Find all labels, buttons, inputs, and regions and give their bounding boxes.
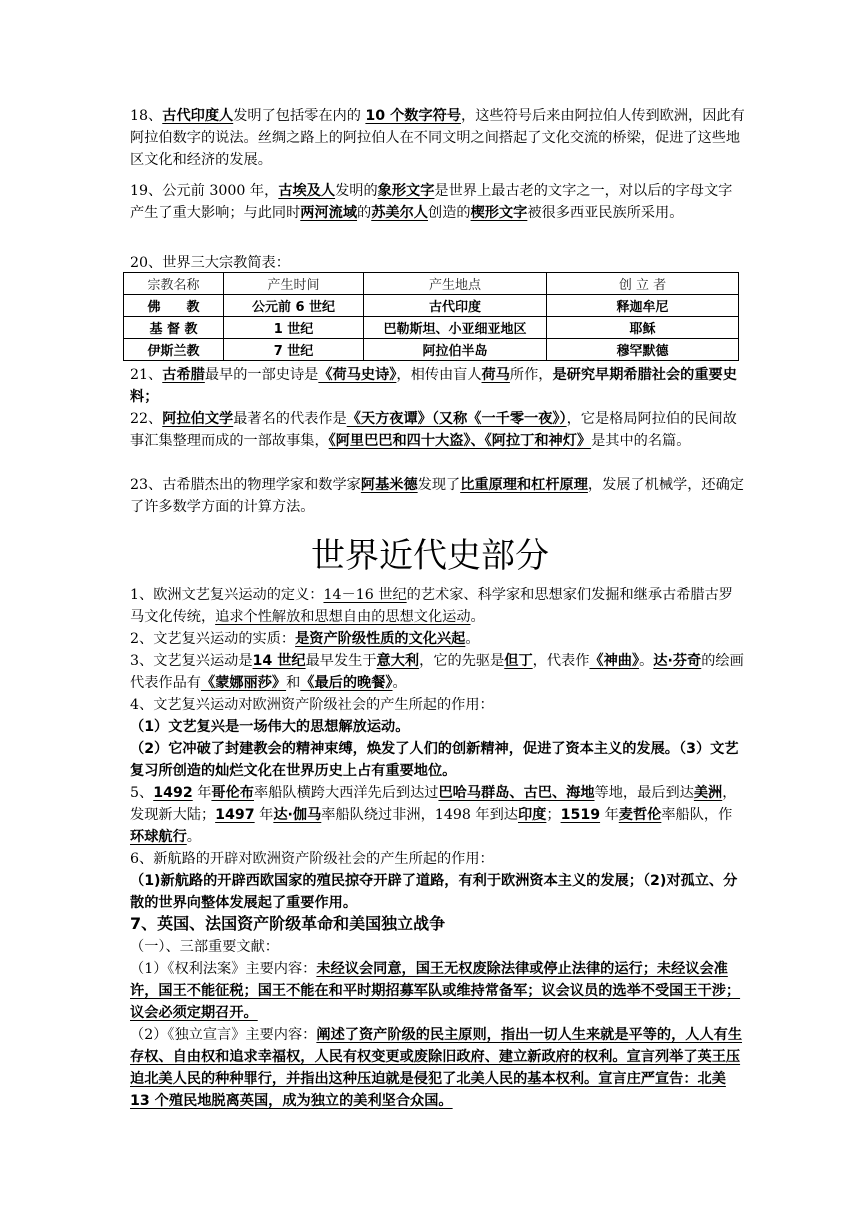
table-cell: 基 督 教 — [124, 317, 224, 339]
key-point: 阐述了资产阶级的民主原则，指出一切人生来就是平等的，人人有生存权、自由权和追求幸福权，人民有权变更或废除旧政府、建立新政府的权利。宣言列举了英王压迫北美人民的种种罪行，并指出这种压迫就是侵犯了北美人民的基本权利。宣言庄严宣告：北美 13 个殖民地脱离英国，成为独立的美利坚合众国。 — [130, 1027, 743, 1109]
table-cell: 阿拉伯半岛 — [364, 339, 547, 361]
text: 。 — [470, 609, 485, 625]
text: 4、文艺复兴运动对欧洲资产阶级社会的产生所起的作用： — [130, 697, 494, 713]
key-term: 追求个性解放和思想自由的思想文化运动 — [215, 609, 471, 625]
text: （2）《独立宣言》主要内容： — [130, 1027, 317, 1043]
paragraph-21 — [130, 364, 745, 408]
paragraph-23 — [130, 474, 745, 518]
text: 3、文艺复兴运动是 — [130, 653, 253, 669]
key-term: 《蒙娜丽莎》 — [200, 675, 287, 691]
table-cell: 巴勒斯坦、小亚细亚地区 — [364, 317, 547, 339]
text: 率船队横跨大西洋先后到达过 — [254, 785, 439, 801]
text: 被很多西亚民族所采用。 — [527, 205, 684, 221]
key-term: 《天方夜谭》（又称《一千零一夜》） — [346, 411, 567, 427]
table-header-row — [124, 273, 739, 295]
section-heading: 7、英国、法国资产阶级革命和美国独立战争 — [130, 914, 446, 933]
table-cell: 伊斯兰教 — [124, 339, 224, 361]
text: 等地，最后到达 — [594, 785, 694, 801]
paragraph-22 — [130, 408, 745, 452]
text: 年 — [254, 807, 274, 823]
modern-item-5 — [130, 782, 745, 848]
text: 20、世界三大宗教简表： — [130, 255, 290, 271]
text: ，它的先驱是 — [419, 653, 505, 669]
text: 23、古希腊杰出的物理学家和数学家 — [130, 477, 361, 493]
key-term: 古代印度人 — [162, 108, 234, 124]
modern-item-2 — [130, 628, 745, 650]
text: 发现了 — [417, 477, 461, 493]
text: 1、欧洲文艺复兴运动的定义： — [130, 587, 324, 603]
religion-table — [123, 272, 739, 361]
key-term: 《最后的晚餐》 — [300, 675, 393, 691]
modern-item-1 — [130, 584, 745, 628]
text: 和 — [286, 675, 301, 691]
table-header-cell: 产生地点 — [364, 273, 547, 295]
key-term: 印度 — [517, 807, 547, 823]
paragraph-19 — [130, 180, 745, 224]
text: ； — [546, 807, 561, 823]
text: 6、新航路的开辟对欧洲资产阶级社会的产生所起的作用： — [130, 851, 494, 867]
text: ，发现新大陆； — [130, 785, 737, 823]
table-cell: 1 世纪 — [224, 317, 364, 339]
table-cell: 释迦牟尼 — [547, 295, 739, 317]
text: 最早发生于 — [305, 653, 377, 669]
text: 所作， — [509, 367, 553, 383]
table-row — [124, 317, 739, 339]
key-term: 14 世纪 — [252, 653, 306, 669]
text: 的 — [357, 205, 372, 221]
text: 最早的一部史诗是 — [204, 367, 319, 383]
text: 。 — [639, 653, 654, 669]
text: 发明了包括零在内的 — [233, 108, 366, 124]
key-term: 1497 — [215, 807, 255, 823]
modern-item-7 — [130, 912, 745, 1112]
text: 。 — [392, 675, 407, 691]
text: 。 — [465, 631, 480, 647]
table-cell: 7 世纪 — [224, 339, 364, 361]
modern-item-6 — [130, 848, 745, 914]
table-header-cell: 宗教名称 — [124, 273, 224, 295]
text: 22、 — [130, 411, 163, 427]
key-term: 10 个数字符号 — [365, 108, 462, 124]
key-term: 14－16 世纪 — [323, 587, 407, 603]
text: 2、文艺复兴运动的实质： — [130, 631, 296, 647]
section-title: 世界近代史部分 — [311, 536, 549, 576]
text: 率船队，作 — [661, 807, 733, 823]
key-term: 古埃及人 — [278, 183, 336, 199]
text: 19、公元前 3000 年， — [130, 183, 279, 199]
key-term: 《神曲》 — [589, 653, 640, 669]
key-term: 楔形文字 — [470, 205, 528, 221]
text: 发明的 — [335, 183, 378, 199]
text: 年 — [192, 785, 212, 801]
key-term: 是研究早期希腊社会的重要史料； — [130, 367, 737, 405]
key-term: 两河流域 — [300, 205, 358, 221]
key-point: （2）它冲破了封建教会的精神束缚，焕发了人们的创新精神，促进了资本主义的发展。（3）文艺复习所创造的灿烂文化在世界历史上占有重要地位。 — [130, 741, 739, 779]
text: ，这些符号后来由阿拉伯人传到欧洲，因此有阿拉伯数字的说法。丝绸之路上的阿拉伯人在不同文明之间搭起了文化交流的桥梁，促进了这些地区文化和经济的发展。 — [130, 108, 745, 168]
key-term: 意大利 — [376, 653, 420, 669]
table-row — [124, 339, 739, 361]
key-term: 达·伽马 — [273, 807, 322, 823]
key-term: 古希腊 — [162, 367, 205, 383]
key-term: 环球航行 — [130, 829, 187, 845]
modern-item-4 — [130, 694, 745, 782]
key-term: 哥伦布 — [211, 785, 254, 801]
text: 。 — [186, 829, 201, 845]
table-cell: 佛 教 — [124, 295, 224, 317]
text: （1）《权利法案》主要内容： — [130, 961, 317, 977]
key-term: 阿拉伯文学 — [162, 411, 234, 427]
key-term: 阿基米德 — [360, 477, 418, 493]
text: 的绘画代表作品有 — [130, 653, 744, 691]
key-point: （1)新航路的开辟西欧国家的殖民掠夺开辟了道路，有利于欧洲资本主义的发展；（2)对孤立、分散的世界向整体发展起了重要作用。 — [130, 873, 738, 911]
text: ，代表作 — [532, 653, 590, 669]
text: 是世界上最古老的文字之一，对以后的字母文字产生了重大影响；与此同时 — [130, 183, 733, 221]
text: 是其中的名篇。 — [591, 433, 691, 449]
text: 最著名的代表作是 — [233, 411, 347, 427]
table-cell: 穆罕默德 — [547, 339, 739, 361]
table-cell: 耶稣 — [547, 317, 739, 339]
key-term: 《阿里巴巴和四十大盗》、《阿拉丁和神灯》 — [328, 433, 592, 449]
paragraph-20 — [130, 252, 745, 274]
key-term: 苏美尔人 — [371, 205, 428, 221]
key-term: 达·芬奇 — [653, 653, 702, 669]
key-term: 1492 — [153, 785, 193, 801]
text: ，它是格局阿拉伯的民间故事汇集整理而成的一部故事集， — [130, 411, 737, 449]
key-point: 未经议会同意，国王无权废除法律或停止法律的运行；未经议会准许，国王不能征税；国王不能在和平时期招募军队或维持常备军；议会议员的选举不受国王干涉；议会必须定期召开。 — [130, 961, 741, 1021]
key-term: 1519 — [560, 807, 601, 823]
text: 年 — [600, 807, 619, 823]
text: ，发展了机械学，还确定了许多数学方面的计算方法。 — [130, 477, 744, 515]
key-point: （1）文艺复兴是一场伟大的思想解放运动。 — [130, 719, 410, 735]
table-cell: 古代印度 — [364, 295, 547, 317]
text: ，相传由盲人 — [396, 367, 482, 383]
table-header-cell: 创 立 者 — [547, 273, 739, 295]
table-header-cell: 产生时间 — [224, 273, 364, 295]
key-term: 《荷马史诗》 — [318, 367, 397, 383]
text: 18、 — [130, 108, 163, 124]
key-term: 麦哲伦 — [618, 807, 662, 823]
text: 21、 — [130, 367, 163, 383]
table-cell: 公元前 6 世纪 — [224, 295, 364, 317]
key-term: 但丁 — [504, 653, 533, 669]
text: 率船队绕过非洲，1498 年到达 — [321, 807, 518, 823]
key-term: 象形文字 — [377, 183, 435, 199]
paragraph-18 — [130, 105, 745, 171]
text: 创造的 — [428, 205, 471, 221]
key-term: 巴哈马群岛、古巴、海地 — [438, 785, 595, 801]
key-term: 比重原理和杠杆原理 — [460, 477, 588, 493]
modern-item-3 — [130, 650, 745, 694]
key-term: 美洲 — [693, 785, 723, 801]
text: 的艺术家、科学家和思想家们发掘和继承古希腊古罗马文化传统， — [130, 587, 733, 625]
table-row — [124, 295, 739, 317]
subheading: （一）、三部重要文献： — [130, 939, 279, 955]
text: 5、 — [130, 785, 154, 801]
key-term: 荷马 — [481, 367, 510, 383]
key-term: 是资产阶级性质的文化兴起 — [295, 631, 466, 647]
